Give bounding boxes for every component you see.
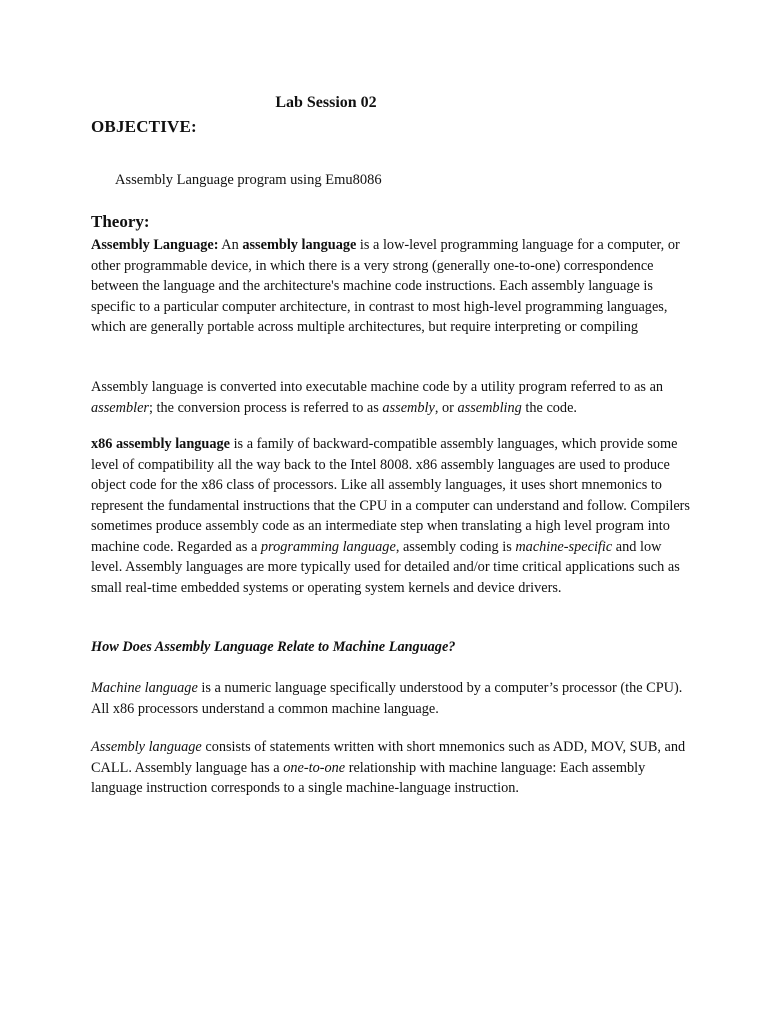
p2-text-2: ; the conversion process is referred to as bbox=[148, 399, 383, 416]
question-heading: How Does Assembly Language Relate to Machine Language? bbox=[91, 639, 456, 655]
machine-specific-term: machine-specific bbox=[515, 538, 613, 555]
p5-text-1: is a numeric language specifically understood by a computer’s processor (the CPU). All x86 processors understand a common machine language. bbox=[91, 680, 683, 717]
one-to-one-term: one-to-one bbox=[283, 759, 346, 776]
x86-term: x86 assembly language bbox=[91, 436, 231, 452]
assembly-language-paragraph bbox=[91, 235, 691, 338]
p2-text-3: , or bbox=[434, 399, 458, 416]
objective-heading: OBJECTIVE: bbox=[91, 117, 197, 136]
assembly-language-italic-term: Assembly language bbox=[91, 739, 202, 755]
objective-text: Assembly Language program using Emu8086 bbox=[115, 172, 382, 188]
p6-text-2: relationship with machine language: Each assembly language instruction corresponds to a single machine-language instruction. bbox=[91, 759, 646, 796]
p1-text-2: is a low-level programming language for a computer, or other programmable device, in which there is a very strong (generally one-to-one) correspondence between the language and the architecture's machine code instructions. Each assembly language is specific to a particular computer architecture, in contrast to most high-level programming languages, which are generally portable across multiple architectures, but require interpreting or compiling bbox=[91, 237, 680, 335]
assembler-term: assembler bbox=[91, 399, 149, 416]
p6-text-1: consists of statements written with short mnemonics such as ADD, MOV, SUB, and CALL. Assembly language has a bbox=[91, 739, 686, 776]
lab-title: Lab Session 02 bbox=[275, 94, 377, 111]
assembly-mnemonics-paragraph bbox=[91, 737, 691, 799]
p2-text-4: the code. bbox=[521, 399, 578, 416]
machine-language-term: Machine language bbox=[91, 680, 198, 696]
programming-language-term: programming language bbox=[260, 538, 396, 555]
machine-language-paragraph bbox=[91, 678, 691, 719]
assembly-language-lead: Assembly Language: bbox=[91, 237, 219, 253]
theory-heading: Theory: bbox=[91, 212, 150, 231]
p3-text-2: , assembly coding is bbox=[395, 538, 516, 555]
p3-text-1: is a family of backward-compatible assembly languages, which provide some level of compatibility all the way back to the Intel 8008. x86 assembly languages are used to produce object code for the x86 class of processors. Like all assembly languages, it uses short mnemonics to represent the fundamental instructions that the CPU in a computer can understand and follow. Compilers sometimes produce assembly code as an intermediate step when translating a high level program into machine code. Regarded as a bbox=[91, 436, 690, 555]
assembly-language-term: assembly language bbox=[242, 237, 357, 253]
p3-text-3: and low level. Assembly languages are more typically used for detailed and/or time critical applications such as small real-time embedded systems or operating system kernels and device drivers. bbox=[91, 538, 680, 596]
x86-paragraph bbox=[91, 434, 691, 598]
p2-text-1: Assembly language is converted into executable machine code by a utility program referred to as an bbox=[91, 379, 664, 395]
assembly-term: assembly bbox=[382, 399, 435, 416]
assembling-term: assembling bbox=[457, 399, 522, 416]
p1-text-1: An bbox=[218, 237, 243, 253]
assembler-paragraph bbox=[91, 377, 691, 418]
